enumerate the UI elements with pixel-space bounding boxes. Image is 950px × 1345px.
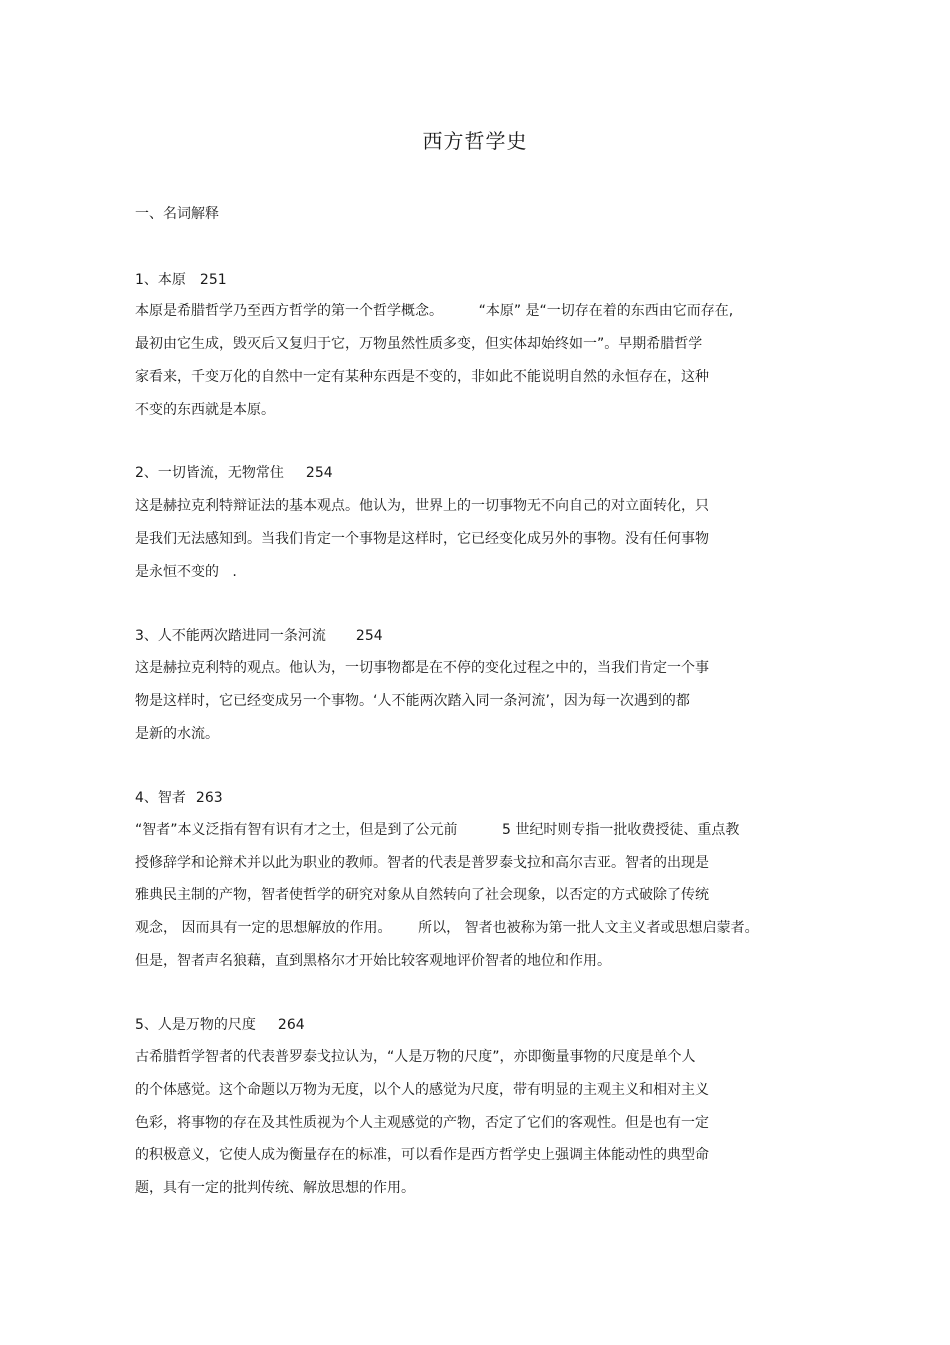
paragraph-line: 的积极意义，它使人成为衡量存在的标准，可以看作是西方哲学史上强调主体能动性的典型命 [135, 1147, 709, 1163]
paragraph-line: 物是这样时，它已经变成另一个事物。‘人不能两次踏入同一条河流’，因为每一次遇到的都 [135, 693, 690, 709]
paragraph-line: 古希腊哲学智者的代表普罗泰戈拉认为，“人是万物的尺度”，亦即衡量事物的尺度是单个人 [135, 1049, 696, 1065]
entry-title: 2、一切皆流，无物常住 [135, 465, 284, 481]
paragraph-line: 题，具有一定的批判传统、解放思想的作用。 [135, 1180, 415, 1196]
paragraph-line: 不变的东西就是本原。 [135, 402, 275, 418]
paragraph-line: 最初由它生成，毁灭后又复归于它，万物虽然性质多变，但实体却始终如一”。早期希腊哲学 [135, 336, 703, 352]
entry-page-number: 263 [195, 790, 223, 806]
entry-page-number: 264 [277, 1017, 305, 1033]
paragraph-line: 但是，智者声名狼藉，直到黑格尔才开始比较客观地评价智者的地位和作用。 [135, 953, 611, 969]
entry-page-number: 254 [355, 628, 383, 644]
paragraph-line: 授修辞学和论辩术并以此为职业的教师。智者的代表是普罗泰戈拉和高尔吉亚。智者的出现是 [135, 855, 709, 871]
entry-heading [135, 1014, 305, 1036]
entry-heading [135, 787, 223, 809]
document-title: 西方哲学史 [422, 129, 528, 153]
entry-heading [135, 625, 383, 647]
paragraph-line: 家看来，千变万化的自然中一定有某种东西是不变的，非如此不能说明自然的永恒存在，这种 [135, 369, 709, 385]
entry-title: 3、人不能两次踏进同一条河流 [135, 628, 326, 644]
paragraph-line: 色彩，将事物的存在及其性质视为个人主观感觉的产物，否定了它们的客观性。但是也有一定 [135, 1115, 709, 1131]
paragraph-line: 本原是希腊哲学乃至西方哲学的第一个哲学概念。 “本原” 是“一切存在着的东西由它而存在, [135, 303, 734, 319]
paragraph-line: 这是赫拉克利特辩证法的基本观点。他认为，世界上的一切事物无不向自己的对立面转化，只 [135, 498, 709, 514]
paragraph-line: 是新的水流。 [135, 726, 219, 742]
paragraph-line: 雅典民主制的产物，智者使哲学的研究对象从自然转向了社会现象，以否定的方式破除了传统 [135, 887, 709, 903]
entry-heading [135, 462, 333, 484]
entry-page-number: 251 [199, 272, 227, 288]
paragraph-line: 观念， 因而具有一定的思想解放的作用。 所以， 智者也被称为第一批人文主义者或思想启蒙者。 [135, 920, 759, 936]
paragraph-line: 是我们无法感知到。当我们肯定一个事物是这样时，它已经变化成另外的事物。没有任何事物 [135, 531, 709, 547]
paragraph-line: 是永恒不变的 . [135, 564, 237, 580]
entry-title: 4、智者 [135, 790, 186, 806]
entry-heading [135, 269, 227, 291]
entry-title: 1、本原 [135, 272, 186, 288]
paragraph-line: 这是赫拉克利特的观点。他认为，一切事物都是在不停的变化过程之中的，当我们肯定一个事 [135, 660, 709, 676]
section-heading: 一、名词解释 [135, 206, 219, 222]
entry-title: 5、人是万物的尺度 [135, 1017, 256, 1033]
paragraph-line: 的个体感觉。这个命题以万物为无度，以个人的感觉为尺度，带有明显的主观主义和相对主义 [135, 1082, 709, 1098]
paragraph-line: “智者”本义泛指有智有识有才之士，但是到了公元前 5 世纪时则专指一批收费授徒、重点教 [135, 822, 740, 838]
entry-page-number: 254 [305, 465, 333, 481]
